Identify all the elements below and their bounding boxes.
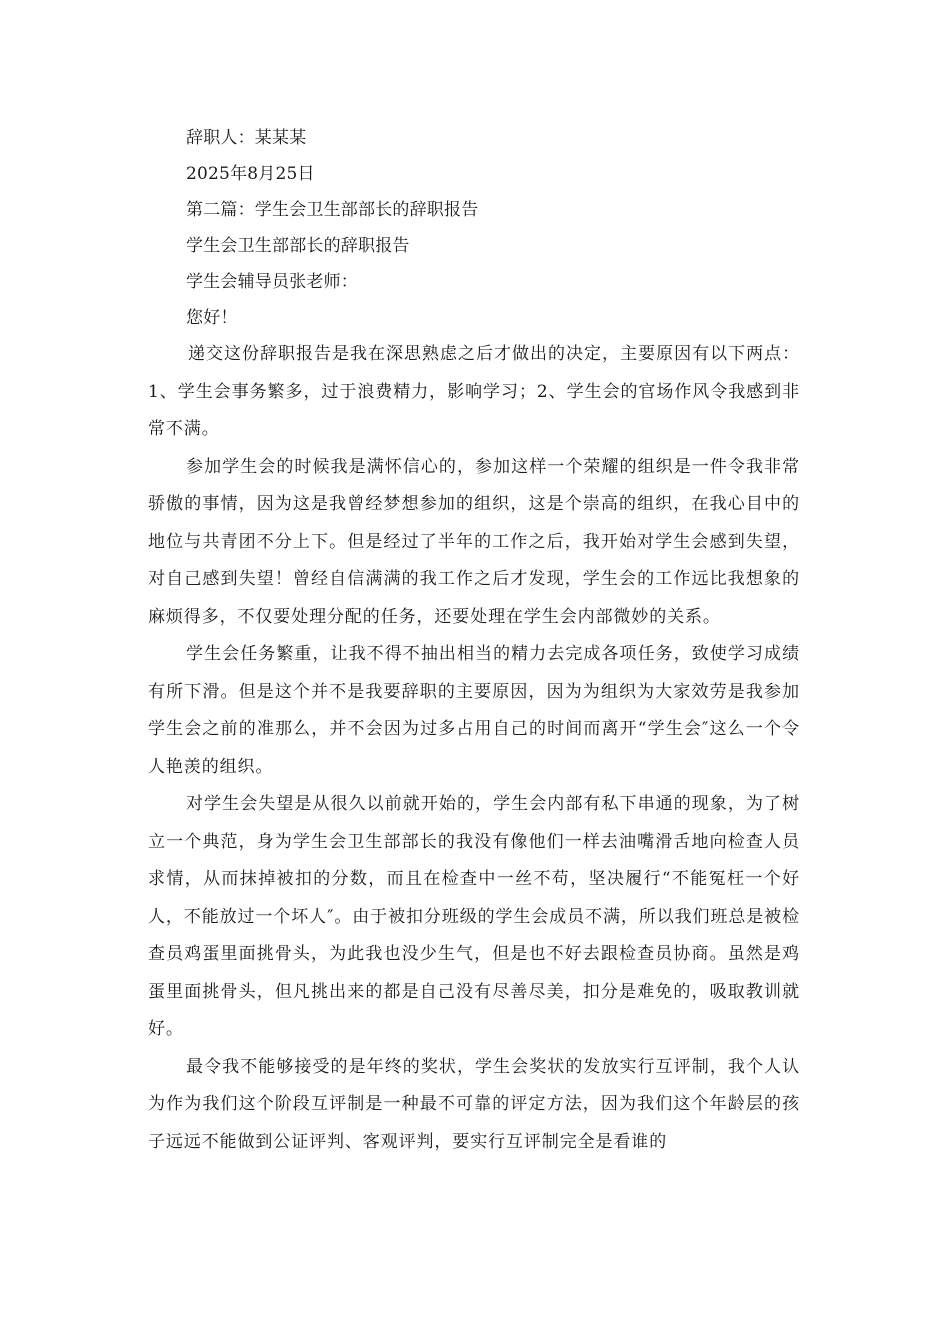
greeting: 您好！ [186,308,238,328]
resigner-line: 辞职人：某某某 [186,128,307,148]
report-title: 学生会卫生部部长的辞职报告 [186,236,410,256]
salutation: 学生会辅导员张老师： [186,272,358,292]
date-line: 2025年8月25日 [186,164,315,184]
section-title: 第二篇：学生会卫生部部长的辞职报告 [186,200,479,220]
body-paragraph: 最令我不能够接受的是年终的奖状，学生会奖状的发放实行互评制，我个人认为作为我们这个阶段互评制是一种最不可靠的评定方法，因为我们这个年龄层的孩子远远不能做到公证评判、客观评判，要实行互评制完全是看谁的 [148,1056,800,1152]
document-page [148,120,800,1161]
body-paragraph: 学生会任务繁重，让我不得不抽出相当的精力去完成各项任务，致使学习成绩有所下滑。但是这个并不是我要辞职的主要原因，因为为组织为大家效劳是我参加学生会之前的准那么，并不会因为过多占用自己的时间而离开“学生会″这么一个令人艳羡的组织。 [148,644,800,777]
body-paragraph: 递交这份辞职报告是我在深思熟虑之后才做出的决定，主要原因有以下两点：1、学生会事务繁多，过于浪费精力，影响学习；2、学生会的官场作风令我感到非常不满。 [148,344,800,439]
body-paragraph: 对学生会失望是从很久以前就开始的，学生会内部有私下串通的现象，为了树立一个典范，身为学生会卫生部部长的我没有像他们一样去油嘴滑舌地向检查人员求情，从而抹掉被扣的分数，而且在检查中一丝不苟，坚决履行“不能冤枉一个好人，不能放过一个坏人″。由于被扣分班级的学生会成员不满，所以我们班总是被检查员鸡蛋里面挑骨头，为此我也没少生气，但是也不好去跟检查员协商。虽然是鸡蛋里面挑骨头，但凡挑出来的都是自己没有尽善尽美，扣分是难免的，吸取教训就好。 [148,794,800,1039]
body-paragraph: 参加学生会的时候我是满怀信心的，参加这样一个荣耀的组织是一件令我非常骄傲的事情，因为这是我曾经梦想参加的组织，这是个崇高的组织，在我心目中的地位与共青团不分上下。但是经过了半年的工作之后，我开始对学生会感到失望，对自己感到失望！曾经自信满满的我工作之后才发现，学生会的工作远比我想象的麻烦得多，不仅要处理分配的任务，还要处理在学生会内部微妙的关系。 [148,456,800,627]
